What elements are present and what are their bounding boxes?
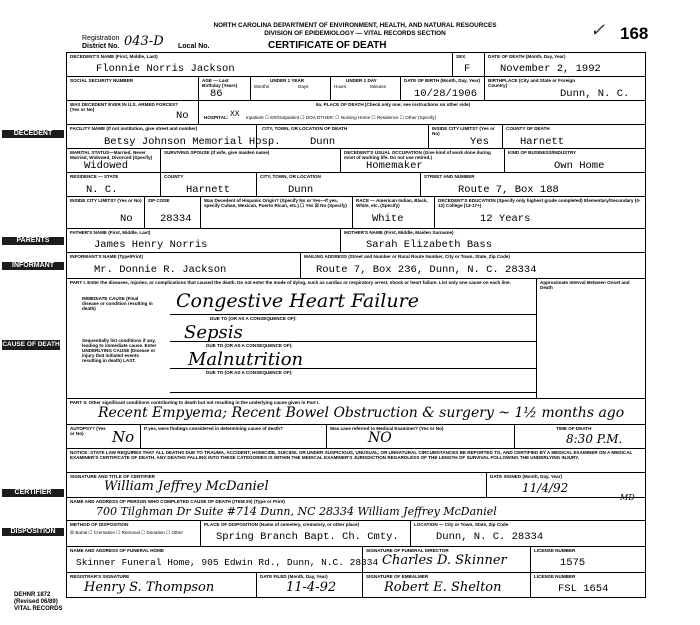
- me-value: NO: [368, 430, 392, 446]
- name-label: DECEDENT'S NAME (First, Middle, Last): [70, 54, 158, 59]
- registrar-signature: Henry S. Thompson: [84, 580, 215, 595]
- certifier-address: 700 Tilghman Dr Suite #714 Dunn, NC 28334 William Jeffrey McDaniel: [96, 505, 497, 518]
- date-signed-label: DATE SIGNED (Month, Day, Year): [490, 474, 562, 479]
- residence-state-label: RESIDENCE — STATE: [70, 174, 119, 179]
- certifier-signature: William Jeffrey McDaniel: [104, 479, 269, 494]
- certificate-number: 168: [620, 24, 649, 43]
- cause-of-death-tab: CAUSE OF DEATH: [2, 341, 60, 348]
- education-value: 12 Years: [480, 213, 531, 225]
- residence-city-value: Dunn: [288, 184, 314, 196]
- informant-tab: INFORMANT: [2, 262, 64, 270]
- informant-name-label: INFORMANT'S NAME (Type/Print): [70, 254, 143, 259]
- certifier-address-label: NAME AND ADDRESS OF PERSON WHO COMPLETED CAUSE OF DEATH (ITEM 20) (Type or Print): [70, 499, 285, 504]
- date-signed: 11/4/92: [522, 481, 569, 495]
- age-label: AGE — Last Birthday (Years): [202, 78, 238, 88]
- mother-label: MOTHER'S NAME (First, Middle, Maiden Surname): [344, 230, 454, 235]
- residence-county-value: Harnett: [186, 184, 231, 196]
- location-value: Dunn, N. C. 28334: [436, 531, 544, 543]
- hours-label: Hours: [334, 84, 347, 89]
- due-to-d-label: DUE TO (OR AS A CONSEQUENCE OF):: [206, 370, 293, 375]
- license1-label: LICENSE NUMBER: [534, 548, 576, 553]
- informant-name: Mr. Donnie R. Jackson: [94, 264, 227, 276]
- informant-address-label: MAILING ADDRESS (Street and Number or Rural Route Number, City or Town, State, Zip Code): [304, 254, 510, 259]
- method-options: ☒ Burial ☐ Cremation ☐ Removal ☐ Donation ☐ Other: [70, 530, 184, 535]
- director-signature: Charles D. Skinner: [382, 553, 507, 568]
- autopsy-label: AUTOPSY? (Yes or No): [70, 426, 106, 436]
- agency-heading: NORTH CAROLINA DEPARTMENT OF ENVIRONMENT, HEALTH, AND NATURAL RESOURCES: [213, 22, 497, 29]
- disposition-tab: DISPOSITION: [2, 528, 64, 536]
- city-of-death-label: CITY, TOWN, OR LOCATION OF DEATH: [262, 126, 348, 131]
- place-value: Spring Branch Bapt. Ch. Cmty.: [216, 531, 399, 543]
- me-label: Was case referred to Medical Examiner? (Yes or No): [330, 426, 444, 431]
- time-value: 8:30 P.M.: [566, 432, 623, 446]
- hospital-mark: XX: [230, 110, 240, 119]
- inside-city-value: Yes: [470, 136, 489, 148]
- date-filed: 11-4-92: [286, 580, 337, 595]
- registrar-label: REGISTRAR'S SIGNATURE: [70, 574, 130, 579]
- spouse-label: SURVIVING SPOUSE (If wife, give maiden name): [164, 150, 270, 155]
- division-heading: DIVISION OF EPIDEMIOLOGY — VITAL RECORDS SECTION: [264, 30, 446, 37]
- marital-value: Widowed: [84, 160, 129, 172]
- due-to-b-label: DUE TO (OR AS A CONSEQUENCE OF):: [210, 316, 297, 321]
- immediate-cause-label: IMMEDIATE CAUSE (Final disease or condition resulting in death): [82, 296, 153, 311]
- embalmer-label: SIGNATURE OF EMBALMER: [366, 574, 429, 579]
- res-inside-city-label: INSIDE CITY LIMITS? (Yes or No): [70, 198, 142, 203]
- residence-county-label: COUNTY: [164, 174, 184, 179]
- occupation-label: DECEDENT'S USUAL OCCUPATION (Give kind of work done during most of working life. Do not use retired.): [344, 150, 491, 160]
- cause-line-b: Sepsis: [184, 322, 243, 343]
- me-notice: NOTICE: STATE LAW REQUIRES THAT ALL DEATHS DUE TO TRAUMA, ACCIDENT, HOMICIDE, SUICIDE, OR UNDER SUSPICIOUS, UNUSUAL, OR UNNATURAL CIRCUMSTANCES BE REPORTED TO, AND CERTIFIED BY A MEDICAL EXAMINER ON A MEDICAL EXAMINER'S CERTIFICATE OF DEATH. ANY DEATHS FALLING INTO THESE CATEGORIES IS WITHIN THE MEDICAL EXAMINER'S JURISDICTION REGARDLESS OF THE LENGTH OF SURVIVAL FOLLOWING THE UNDERLYING INJURY.: [70, 450, 633, 461]
- father-label: FATHER'S NAME (First, Middle, Last): [70, 230, 151, 235]
- death-date-label: DATE OF DEATH (Month, Day, Year): [488, 54, 566, 59]
- hospital-options: Inpatient ☐ ER/Outpatient ☐ DOA OTHER: ☐ Nursing Home ☐ Residence ☐ Other (Specify): [246, 115, 437, 120]
- city-of-death-value: Dunn: [310, 136, 336, 148]
- ssn-label: SOCIAL SECURITY NUMBER: [70, 78, 134, 83]
- father-name: James Henry Norris: [94, 239, 208, 251]
- death-date: November 2, 1992: [500, 63, 601, 75]
- marital-label: MARITAL STATUS—Married, Never Married, Widowed, Divorced (Specify): [70, 150, 153, 160]
- mother-name: Sarah Elizabeth Bass: [366, 239, 493, 251]
- location-label: LOCATION — City or Town, State, Zip Code: [414, 522, 509, 527]
- certificate-title: CERTIFICATE OF DEATH: [268, 40, 387, 51]
- armed-forces-label: WAS DECEDENT EVER IN U.S. ARMED FORCES? (Yes or No): [70, 102, 179, 112]
- dob-value: 10/28/1906: [414, 88, 478, 100]
- time-label: TIME OF DEATH: [556, 426, 592, 431]
- funeral-home-value: Skinner Funeral Home, 905 Edwin Rd., Dunn, N.C. 28334: [76, 557, 379, 568]
- date-filed-label: DATE FILED (Month, Day, Year): [260, 574, 328, 579]
- birthplace-label: BIRTHPLACE (City and State or Foreign Country): [488, 78, 576, 88]
- part2-conditions: Recent Empyema; Recent Bowel Obstruction & surgery ~ 1½ months ago: [98, 405, 625, 421]
- embalmer-signature: Robert E. Shelton: [384, 580, 502, 595]
- res-inside-city-value: No: [120, 213, 133, 225]
- street-value: Route 7, Box 188: [458, 184, 559, 196]
- days-label: Days: [298, 84, 309, 89]
- license1-value: 1575: [560, 557, 586, 569]
- zip-label: ZIP CODE: [148, 198, 170, 203]
- facility-value: Betsy Johnson Memorial Hosp.: [104, 136, 281, 148]
- hospital-label: HOSPITAL:: [204, 115, 229, 120]
- findings-label: If yes, were findings considered in determining cause of death?: [144, 426, 283, 431]
- place-of-death-label: 9a. PLACE OF DEATH (Check only one; see instructions on other side): [316, 102, 471, 107]
- under-1-year-label: UNDER 1 YEAR: [270, 78, 305, 83]
- method-label: METHOD OF DISPOSITION: [70, 522, 129, 527]
- minutes-label: Minutes: [370, 84, 387, 89]
- form-section: VITAL RECORDS: [14, 606, 63, 612]
- funeral-home-label: NAME AND ADDRESS OF FUNERAL HOME: [70, 548, 165, 553]
- under-1-day-label: UNDER 1 DAY: [346, 78, 377, 83]
- business-value: Own Home: [554, 160, 605, 172]
- sequential-label: Sequentially list conditions if any, leading to immediate cause. Enter UNDERLYING CAUSE (Disease or injury that initiated events resulting in death) LAST.: [82, 338, 157, 363]
- county-of-death-value: Harnett: [520, 136, 565, 148]
- place-label: PLACE OF DISPOSITION (Name of cemetery, crematory, or other place): [204, 522, 360, 527]
- district-label: District No.: [82, 43, 120, 50]
- district-number: 043-D: [124, 34, 164, 49]
- age-value: 86: [210, 88, 223, 100]
- residence-city-label: CITY, TOWN, OR LOCATION: [260, 174, 321, 179]
- cause-line-c: Malnutrition: [188, 349, 304, 370]
- race-label: RACE — American Indian, Black, White, etc. (Specify): [356, 198, 428, 208]
- local-no-label: Local No.: [178, 43, 210, 50]
- facility-label: FACILITY NAME (If not institution, give street and number): [70, 126, 198, 131]
- license2-value: FSL 1654: [558, 583, 609, 595]
- certifier-tab: CERTIFIER: [2, 489, 64, 497]
- form-revised: (Revised 06/89): [14, 599, 58, 605]
- armed-forces-value: No: [176, 110, 189, 122]
- check-mark: ✓: [590, 20, 606, 41]
- informant-address: Route 7, Box 236, Dunn, N. C. 28334: [316, 264, 537, 276]
- hispanic-label: Was Decedent of Hispanic Origin? (Specify No or Yes—If yes, specify Cuban, Mexican, Puerto Rican, etc.) ☐ Yes ☒ No (Specify): [204, 198, 347, 208]
- decedent-name: Flonnie Norris Jackson: [96, 63, 235, 75]
- street-label: STREET AND NUMBER: [424, 174, 475, 179]
- occupation-value: Homemaker: [366, 160, 423, 172]
- zip-value: 28334: [160, 213, 192, 225]
- inside-city-label: INSIDE CITY LIMITS? (Yes or No): [432, 126, 495, 136]
- race-value: White: [372, 213, 404, 225]
- due-to-c-label: DUE TO (OR AS A CONSEQUENCE OF):: [206, 343, 293, 348]
- parents-tab: PARENTS: [2, 237, 64, 245]
- director-label: SIGNATURE OF FUNERAL DIRECTOR: [366, 548, 449, 553]
- birthplace-value: Dunn, N. C.: [560, 88, 630, 100]
- license2-label: LICENSE NUMBER: [534, 574, 576, 579]
- sex-label: SEX: [456, 54, 466, 59]
- county-of-death-label: COUNTY OF DEATH: [506, 126, 550, 131]
- part1-label: PART I. Enter the diseases, injuries, or complications that caused the death. Do not enter the mode of dying, such as cardiac or respiratory arrest, shock or heart failure. List only one cause on each line.: [70, 280, 511, 285]
- decedent-tab: DECEDENT: [2, 130, 64, 138]
- months-label: Months: [254, 84, 270, 89]
- dob-label: DATE OF BIRTH (Month, Day, Year): [404, 78, 481, 83]
- registration-label: Registration: [82, 35, 120, 42]
- certifier-md: MD: [620, 493, 635, 502]
- part2-label: PART II. Other significant conditions contributing to death but not resulting in the underlying cause given in Part I.: [70, 400, 320, 405]
- autopsy-value: No: [112, 428, 135, 446]
- education-label: DECEDENT'S EDUCATION (Specify only highest grade completed) Elementary/Secondary (0-12) College (13-17+): [438, 198, 641, 208]
- interval-label: Approximate Interval Between Onset and Death: [540, 280, 630, 290]
- residence-state-value: N. C.: [86, 184, 118, 196]
- decedent-sex: F: [464, 63, 471, 75]
- business-label: KIND OF BUSINESS/INDUSTRY: [508, 150, 577, 155]
- cause-line-a: Congestive Heart Failure: [176, 290, 419, 312]
- certifier-signature-label: SIGNATURE AND TITLE OF CERTIFIER: [70, 474, 155, 479]
- form-number: DEHNR 1872: [14, 592, 51, 598]
